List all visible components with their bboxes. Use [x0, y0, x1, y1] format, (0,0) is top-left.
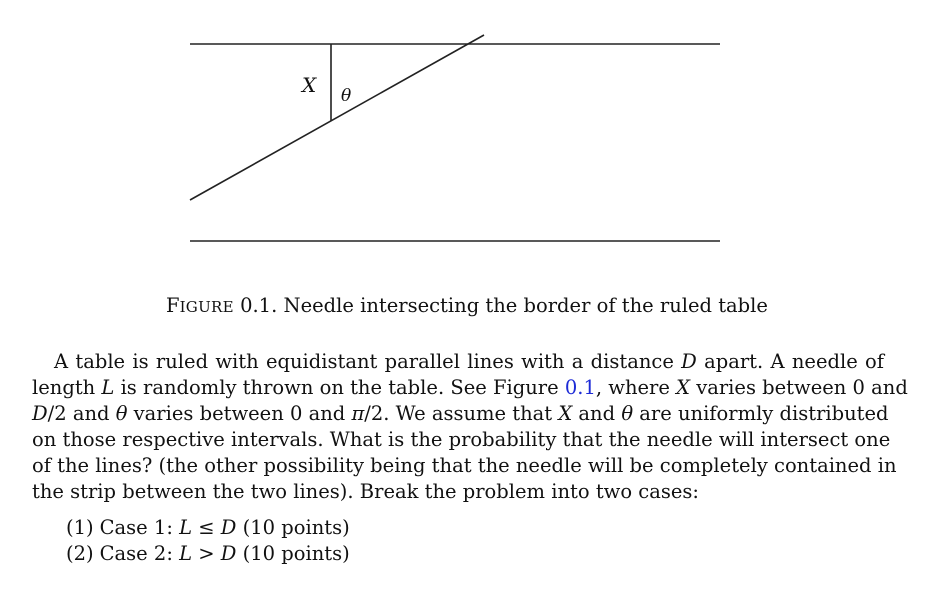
- caption-label-rest: IGURE: [179, 298, 234, 316]
- text-run: on those respective intervals. What is the probability that the needle will intersect one: [32, 428, 891, 451]
- text-run: (10 points): [236, 516, 350, 539]
- math-symbol: D: [32, 402, 48, 425]
- math-symbol: π: [351, 402, 365, 425]
- text-run: /2. We assume that: [364, 402, 559, 425]
- figure-caption: [0, 294, 934, 317]
- paragraph-line: [32, 401, 889, 427]
- paragraph-line: [32, 479, 884, 505]
- text-run: the strip between the two lines). Break the problem into two cases:: [32, 480, 699, 503]
- paragraph-line: [32, 375, 908, 401]
- case-item: [66, 541, 350, 567]
- math-symbol: L: [179, 516, 193, 539]
- text-run: >: [192, 542, 221, 565]
- text-run: and: [572, 402, 622, 425]
- text-run: /2 and: [47, 402, 116, 425]
- needle: [190, 35, 484, 200]
- text-run: A table is ruled with equidistant parallel lines with a distance: [54, 350, 682, 373]
- math-symbol: L: [179, 542, 193, 565]
- text-run: varies between 0 and: [127, 402, 352, 425]
- case-number: (2): [66, 542, 94, 565]
- text-run: (10 points): [236, 542, 350, 565]
- cases-list: [66, 515, 350, 567]
- text-run: Case 1:: [99, 516, 180, 539]
- math-symbol: L: [101, 376, 115, 399]
- math-symbol: D: [681, 350, 697, 373]
- math-symbol: D: [220, 542, 237, 565]
- case-item: [66, 515, 350, 541]
- text-run: Case 2:: [99, 542, 180, 565]
- caption-text: Needle intersecting the border of the ruled table: [283, 294, 768, 317]
- case-number: (1): [66, 516, 94, 539]
- text-run: , where: [595, 376, 677, 399]
- needle-figure: [0, 0, 934, 280]
- problem-paragraph: [32, 349, 908, 505]
- figure-reference-link[interactable]: 0.1: [564, 376, 596, 399]
- math-symbol: D: [220, 516, 237, 539]
- text-run: of the lines? (the other possibility being that the needle will be completely contained in: [32, 454, 897, 477]
- math-symbol: X: [676, 376, 691, 399]
- math-symbol: X: [558, 402, 573, 425]
- math-symbol: θ: [621, 402, 634, 425]
- text-run: ≤: [192, 516, 221, 539]
- text-run: length: [32, 376, 102, 399]
- text-run: is randomly thrown on the table. See Figure: [114, 376, 565, 399]
- label-x: X: [302, 73, 317, 97]
- text-run: apart. A needle of: [696, 350, 884, 373]
- text-run: varies between 0 and: [690, 376, 908, 399]
- paragraph-line: [32, 349, 884, 375]
- caption-label-initial: F: [166, 294, 180, 317]
- label-theta: θ: [341, 86, 352, 106]
- caption-number: 0.1.: [240, 294, 278, 317]
- math-symbol: θ: [115, 402, 128, 425]
- text-run: are uniformly distributed: [633, 402, 889, 425]
- paragraph-line: [32, 427, 891, 453]
- paragraph-line: [32, 453, 897, 479]
